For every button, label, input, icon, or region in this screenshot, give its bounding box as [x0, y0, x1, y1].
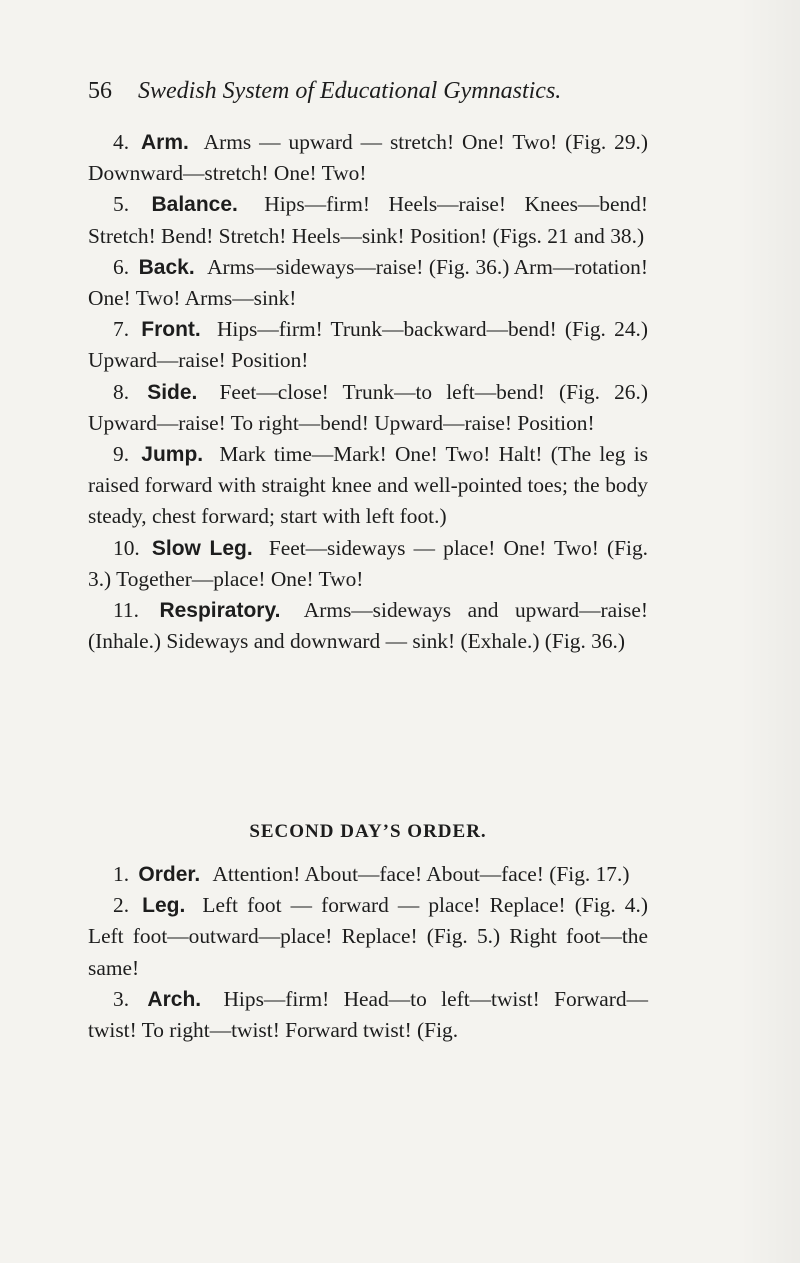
exercise-text: Arms—sideways and upward—raise! (Inhale.) Sideways and downward — sink! (Exhale.) (Fig. 36.) [88, 598, 648, 654]
exercise-number: 10. [113, 535, 140, 560]
exercise-keyword: Balance. [151, 193, 238, 217]
exercise-item-order [88, 859, 648, 890]
exercise-item-6 [88, 252, 648, 314]
exercise-keyword: Slow Leg. [151, 536, 253, 560]
exercise-text: Hips—firm! Trunk—backward—bend! (Fig. 24.) Upward—raise! Position! [88, 317, 648, 373]
exercise-number: 8. [113, 379, 130, 404]
exercise-item-9 [88, 439, 648, 533]
exercise-list-second-day [88, 859, 648, 1046]
exercise-item-4 [88, 127, 648, 189]
exercise-text: Mark time—Mark! One! Two! Halt! (The leg is raised forward with straight knee and well-pointed toes; the body steady, chest forward; start with left foot.) [88, 442, 648, 529]
exercise-keyword: Respiratory. [159, 599, 281, 623]
page-edge-shadow [740, 0, 800, 1263]
exercise-number: 9. [113, 442, 130, 467]
exercise-text: Feet—close! Trunk—to left—bend! (Fig. 26.) Upward—raise! To right—bend! Upward—raise! Position! [88, 379, 648, 435]
exercise-number: 4. [113, 130, 130, 154]
exercise-text: Arms — upward — stretch! One! Two! (Fig. 29.) Downward—stretch! One! Two! [88, 130, 648, 186]
exercise-item-8 [88, 377, 648, 439]
exercise-number: 1. [113, 862, 130, 886]
section-heading: SECOND DAY’S ORDER. [249, 821, 487, 842]
exercise-keyword: Arch. [147, 987, 202, 1011]
exercise-text: Feet—sideways — place! One! Two! (Fig. 3.) Together—place! One! Two! [88, 535, 648, 591]
exercise-item-11 [88, 595, 648, 657]
page-number: 56 [88, 78, 112, 104]
exercise-item-leg [88, 890, 648, 984]
exercise-keyword: Back. [138, 255, 195, 279]
exercise-keyword: Leg. [142, 894, 186, 918]
exercise-keyword: Arm. [141, 131, 189, 154]
exercise-number: 5. [113, 192, 130, 217]
exercise-text: Hips—firm! Head—to left—twist! Forward—twist! To right—twist! Forward twist! (Fig. [88, 986, 648, 1043]
exercise-item-10 [88, 533, 648, 595]
exercise-item-arch [88, 984, 648, 1046]
exercise-text: Arms—sideways—raise! (Fig. 36.) Arm—rotation! One! Two! Arms—sink! [88, 254, 648, 311]
exercise-keyword: Side. [147, 380, 198, 404]
running-header [88, 76, 648, 106]
exercise-text: Hips—firm! Heels—raise! Knees—bend! Stretch! Bend! Stretch! Heels—sink! Position! (Figs. 21 and 38.) [88, 192, 648, 248]
exercise-keyword: Front. [141, 318, 201, 342]
exercise-list-first-day [88, 127, 648, 657]
exercise-item-5 [88, 189, 648, 251]
exercise-keyword: Order. [138, 863, 201, 886]
running-title: Swedish System of Educational Gymnastics. [138, 78, 562, 104]
exercise-number: 3. [113, 986, 130, 1011]
exercise-number: 6. [113, 254, 130, 279]
exercise-text: Left foot — forward — place! Replace! (Fig. 4.) Left foot—outward—place! Replace! (Fig. 5.) Right foot—the same! [88, 893, 648, 980]
exercise-keyword: Jump. [141, 443, 204, 467]
exercise-item-7 [88, 314, 648, 376]
exercise-text: Attention! About—face! About—face! (Fig. 17.) [212, 862, 630, 886]
exercise-number: 11. [113, 598, 139, 623]
exercise-number: 7. [113, 317, 130, 342]
exercise-number: 2. [113, 893, 130, 918]
